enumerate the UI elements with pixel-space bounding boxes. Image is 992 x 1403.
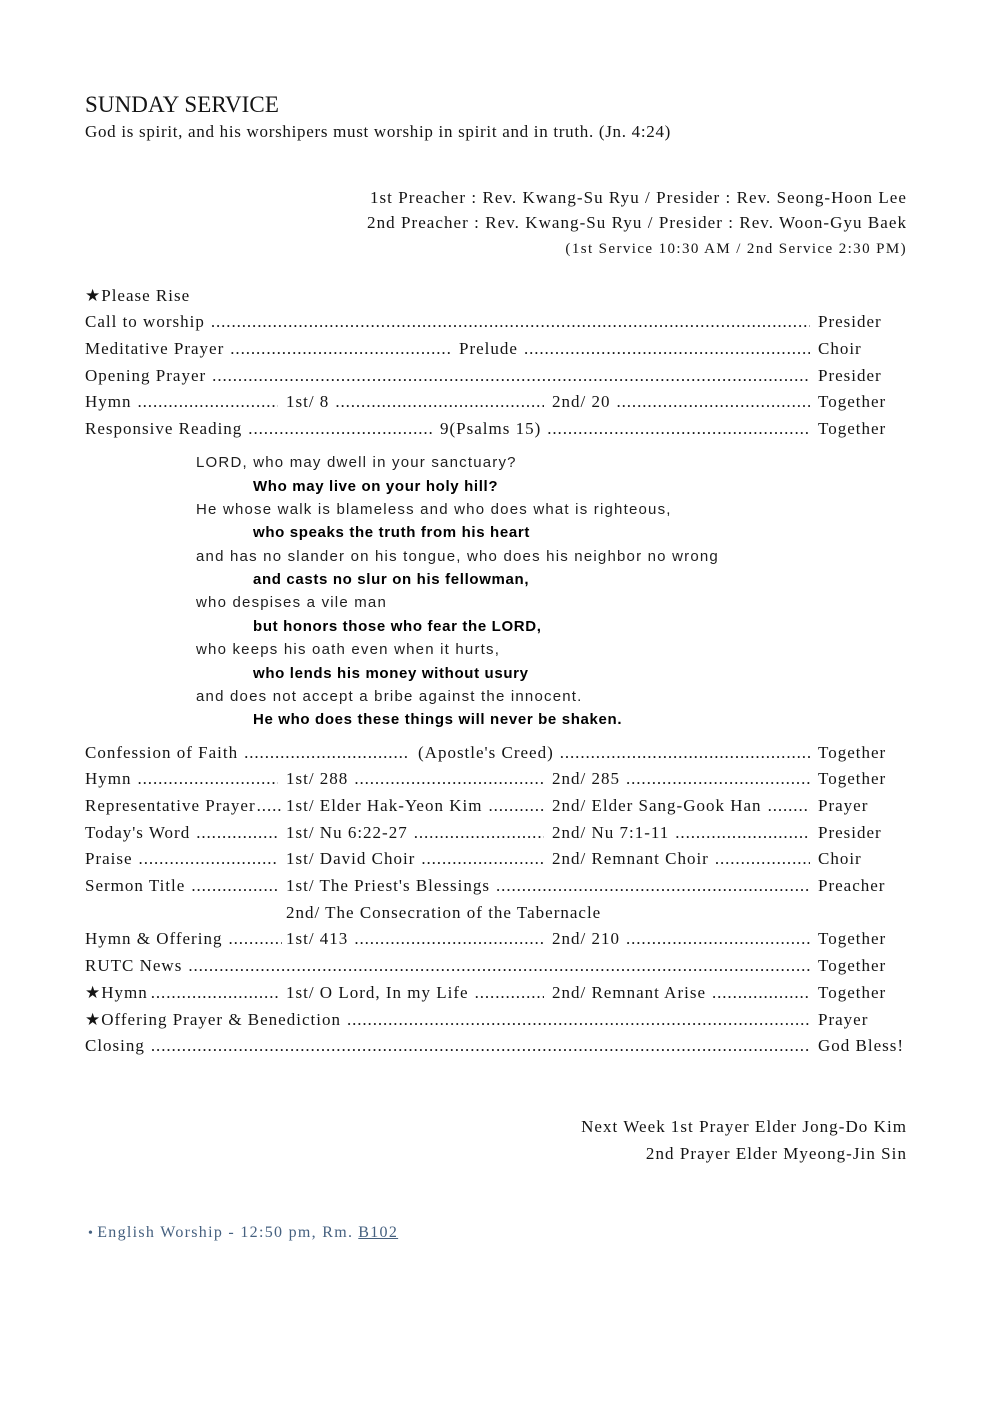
item-detail-group [459,336,818,363]
dot-leader [211,309,810,336]
order-item-sermon-title-second [85,900,907,927]
item-detail: 9(Psalms 15) [440,419,542,439]
order-item-representative-prayer [85,793,907,820]
dot-leader [524,336,810,363]
item-role: Together [818,769,887,789]
item-label-group [85,820,286,847]
item-role: Together [818,956,887,976]
item-label-group [85,1033,818,1060]
item-role: Choir [818,849,862,869]
second-service-group [552,389,818,416]
item-label: Representative Prayer [85,796,256,816]
first-service-group [286,389,552,416]
item-detail-group [418,740,818,767]
first-service-detail: 1st/ Elder Hak-Yeon Kim [286,796,483,816]
reading-response-line: who speaks the truth from his heart [253,524,530,542]
first-service-group [286,980,552,1007]
second-service-group [552,980,818,1007]
second-service-detail: 2nd/ 210 [552,929,620,949]
first-service-preacher: 1st Preacher : Rev. Kwang-Su Ryu / Presider : Rev. Seong-Hoon Lee [369,187,907,207]
second-service-group [552,766,818,793]
item-role: Together [818,392,887,412]
second-service-detail: 2nd/ Remnant Choir [552,849,709,869]
order-item-offering-prayer-benediction [85,1007,907,1034]
reading-line: and has no slander on his tongue, who does his neighbor no wrong [196,547,719,565]
dot-leader [547,416,810,443]
first-service-group [286,846,552,873]
item-label-group [85,1007,818,1034]
item-label-group [85,336,459,363]
item-role: Together [818,419,887,439]
item-label: Hymn [85,392,132,412]
item-label: ★Hymn [85,982,148,1002]
dot-leader [138,766,279,793]
reading-response-line: and casts no slur on his fellowman, [253,571,530,589]
order-item-sermon-title [85,873,907,900]
dot-leader [244,740,410,767]
english-worship-notice [88,1222,398,1245]
order-item-hymn [85,389,907,416]
dot-leader [475,980,544,1007]
item-label-group [85,873,286,900]
first-service-detail: 1st/ 8 [286,392,330,412]
second-service-detail: 2nd/ Elder Sang-Gook Han [552,796,762,816]
first-service-group [286,820,552,847]
second-service-detail: 2nd/ Remnant Arise [552,982,706,1002]
item-label-group [85,846,286,873]
item-role: Together [818,982,887,1002]
item-label: Responsive Reading [85,419,243,439]
dot-leader [768,793,810,820]
order-item-call-to-worship [85,309,907,336]
first-service-group [286,873,818,900]
first-service-detail: 1st/ The Priest's Blessings [286,876,491,896]
page-title: SUNDAY SERVICE [85,92,280,117]
item-label: Closing [85,1036,145,1056]
item-label: ★Please Rise [85,285,191,305]
dot-leader [196,820,278,847]
item-label: ★Offering Prayer & Benediction [85,1009,341,1029]
reading-response-line: who lends his money without usury [253,664,529,682]
reading-response-line: but honors those who fear the LORD, [253,617,542,635]
order-item-responsive-reading [85,416,907,443]
item-detail: Prelude [459,339,518,359]
notice-text: English Worship - 12:50 pm, Rm. [97,1224,354,1241]
dot-leader [496,873,810,900]
order-item-praise [85,846,907,873]
room-number: B102 [358,1224,399,1241]
next-week-first-line [581,1113,907,1140]
item-label-group [85,980,286,1007]
dot-leader [354,766,544,793]
item-label: Sermon Title [85,876,186,896]
order-item-hymn [85,766,907,793]
item-role: Presider [818,822,882,842]
dot-leader [139,846,278,873]
dot-leader [616,389,810,416]
preacher-info [367,185,907,260]
item-label: Praise [85,849,133,869]
dot-leader [347,1007,810,1034]
second-service-detail: 2nd/ 20 [552,392,611,412]
reading-response-line: He who does these things will never be shaken. [253,711,623,729]
item-role: Choir [818,339,862,359]
dot-leader [712,980,810,1007]
first-service-detail: 1st/ O Lord, In my Life [286,982,469,1002]
second-service-detail: 2nd/ 285 [552,769,620,789]
order-item-please-rise [85,283,907,310]
reading-line: who despises a vile man [196,594,388,612]
item-role: Presider [818,365,882,385]
dot-leader [230,336,451,363]
next-week-second-line [581,1140,907,1167]
dot-leader [188,953,810,980]
item-label: Hymn [85,769,132,789]
first-service-detail: 1st/ David Choir [286,849,416,869]
order-item-rutc-news [85,953,907,980]
item-label: RUTC News [85,956,183,976]
dot-leader [354,926,544,953]
first-service-group [286,766,552,793]
next-week-info [581,1113,907,1167]
second-service-detail: 2nd/ Nu 7:1-11 [552,822,670,842]
service-times: (1st Service 10:30 AM / 2nd Service 2:30 PM) [565,241,907,257]
dot-leader [151,1033,810,1060]
item-label: Hymn & Offering [85,929,223,949]
item-role: Together [818,929,887,949]
responsive-reading-text [196,451,719,731]
first-service-group [286,926,552,953]
second-service-group [552,926,818,953]
second-service-group [552,820,818,847]
next-week-label: Next Week [581,1116,666,1136]
item-label: Confession of Faith [85,742,239,762]
item-label: Call to worship [85,312,205,332]
order-item-closing [85,1033,907,1060]
item-role: Prayer [818,796,869,816]
item-label-group [85,953,818,980]
dot-leader [626,926,810,953]
item-label-group [85,766,286,793]
reading-line: LORD, who may dwell in your sanctuary? [196,454,517,472]
dot-leader [257,793,282,820]
dot-leader [151,980,278,1007]
first-service-detail: 1st/ Nu 6:22-27 [286,822,408,842]
item-label-group [85,793,286,820]
second-service-group [552,793,818,820]
reading-response-line: Who may live on your holy hill? [253,477,499,495]
first-service-detail: 1st/ 413 [286,929,349,949]
order-item-confession-of-faith [85,740,907,767]
reading-line: who keeps his oath even when it hurts, [196,641,501,659]
item-label-group [85,389,286,416]
bullet-icon: • [88,1226,95,1241]
item-role: God Bless! [818,1036,905,1056]
item-label-group [85,926,286,953]
item-label-group [85,740,418,767]
item-label-group [85,309,818,336]
item-role: Prayer [818,1009,869,1029]
order-of-service-part-1 [85,283,907,443]
order-item-hymn-and-offering [85,926,907,953]
item-role: Presider [818,312,882,332]
item-label: Today's Word [85,822,191,842]
next-week-second-prayer: 2nd Prayer Elder Myeong-Jin Sin [645,1143,907,1163]
next-week-first-prayer: 1st Prayer Elder Jong-Do Kim [670,1116,907,1136]
item-detail-group [440,416,818,443]
item-label-group [85,363,818,390]
first-service-detail: 1st/ 288 [286,769,349,789]
dot-leader [715,846,810,873]
order-of-service-part-2 [85,740,907,1060]
dot-leader [421,846,544,873]
dot-leader [191,873,278,900]
dot-leader [248,416,432,443]
dot-leader [138,389,279,416]
second-service-detail: 2nd/ The Consecration of the Tabernacle [286,902,602,922]
reading-line: and does not accept a bribe against the innocent. [196,687,583,705]
item-label: Opening Prayer [85,365,207,385]
order-item-opening-prayer [85,363,907,390]
item-role: Together [818,742,887,762]
order-item-closing-hymn [85,980,907,1007]
dot-leader [488,793,544,820]
dot-leader [335,389,544,416]
order-item-todays-word [85,820,907,847]
second-service-preacher: 2nd Preacher : Rev. Kwang-Su Ryu / Presider : Rev. Woon-Gyu Baek [367,212,907,232]
item-role: Preacher [818,876,886,896]
dot-leader [228,926,282,953]
order-item-meditative-prayer [85,336,907,363]
item-label: Meditative Prayer [85,339,225,359]
reading-line: He whose walk is blameless and who does what is righteous, [196,501,672,519]
dot-leader [675,820,810,847]
item-label-group [85,416,440,443]
second-service-group [552,846,818,873]
item-detail: (Apostle's Creed) [418,742,554,762]
scripture-verse: God is spirit, and his worshipers must worship in spirit and in truth. (Jn. 4:24) [85,122,672,141]
dot-leader [626,766,810,793]
dot-leader [212,363,810,390]
dot-leader [414,820,544,847]
first-service-group [286,793,552,820]
dot-leader [560,740,810,767]
